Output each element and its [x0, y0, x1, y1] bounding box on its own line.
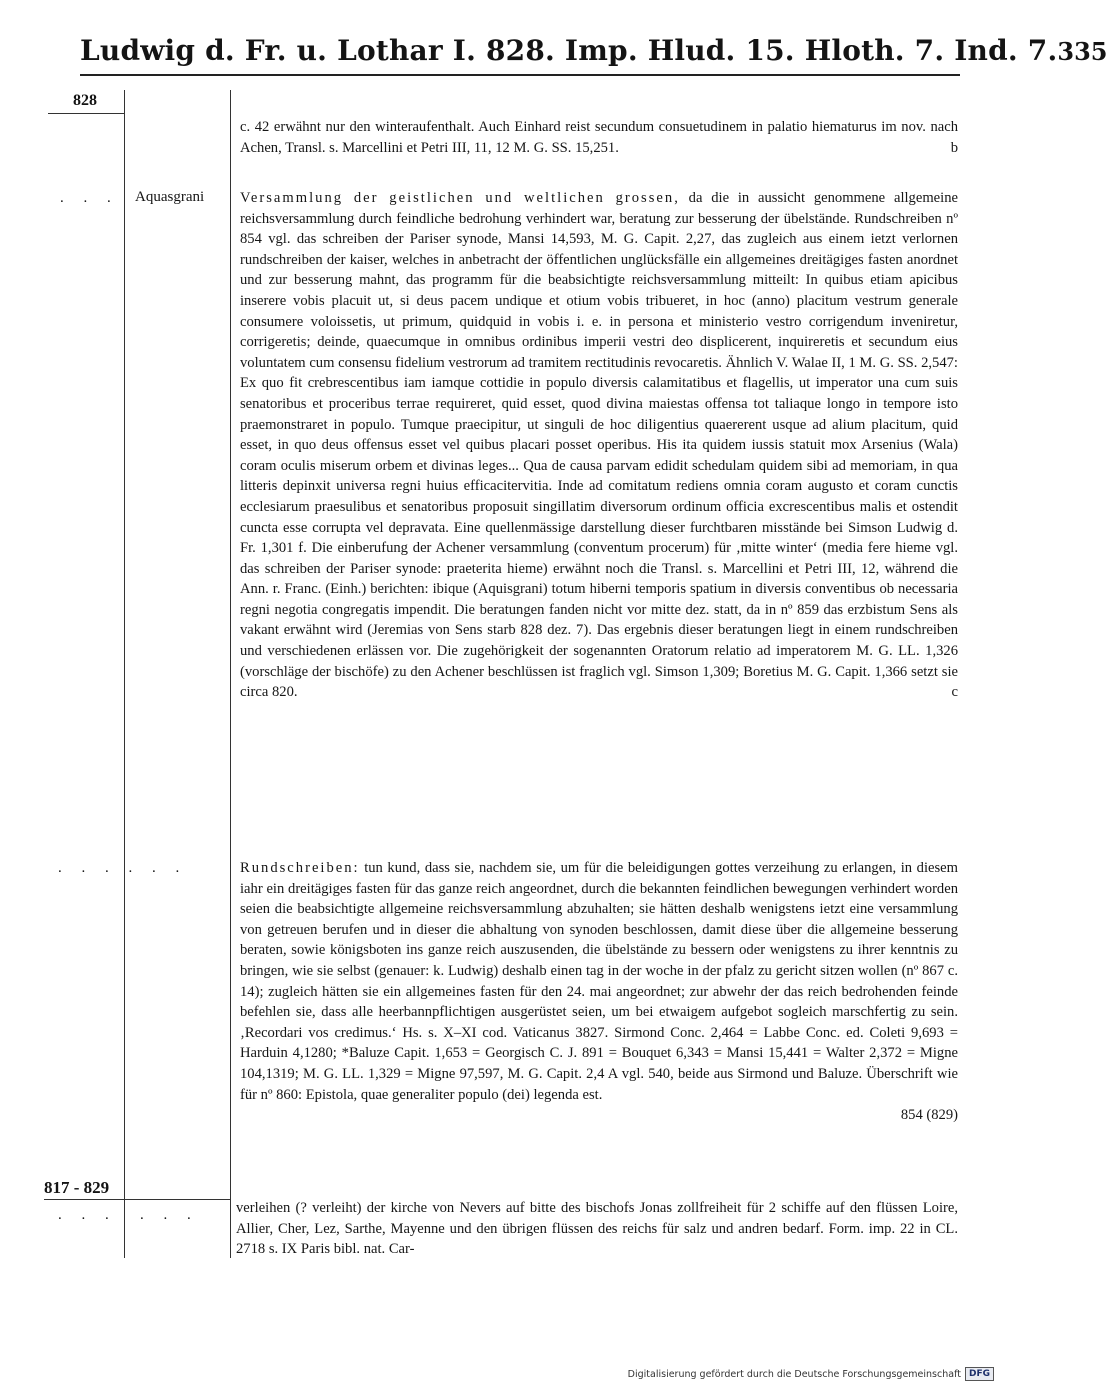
entry-b-mark: b [950, 139, 958, 156]
page-number: 335 [1057, 37, 1108, 66]
dfg-logo: DFG [965, 1367, 994, 1381]
date-dots-nevers-place: . . . [140, 1207, 199, 1223]
column-rule-place [230, 90, 231, 1258]
entry-854-text: tun kund, dass sie, nachdem sie, um für die beleidigungen gottes verzeihung zu erlangen, in diesem iahr ein dreitägiges fasten für das ganze reich angeordnet, durch die bekannten feindlichen bewegungen verhindert worden seien die beabsichtigte allgemeine reichsversammlung abzuhalten; sie hätten deshalb wenigstens ietzt eine versammlung von getreuen berufen und in dieser die abhaltung von synoden beschlossen, damit diese über die allgemeine besserung beraten, sowie königsboten ins ganze reich auszusenden, die übelstände zu bessern oder wenigstens zu ihrer kenntnis zu bringen, wie sie selbst (genauer: k. Ludwig) deshalb einen tag in der woche in der pfalz zu gericht sitzen wollen (nº 867 c. 14); zugleich hätten sie ein allgemeines fasten für den 24. mai angeordnet; zur abwehr der das reich bedrohenden feinde befehlen sie, dass alle heerbannpflichtigen ausgerüstet seien, um bei etwaigem aufgebot sogleich marschfertig zu sein. ‚Recordari vos credimus.‘ Hs. s. X–XI cod. Vaticanus 3827. Sirmond Conc. 2,464 = Labbe Conc. ed. Coleti 9,693 = Harduin 4,1280; *Baluze Capit. 1,653 = Georgisch C. J. 891 = Bouquet 6,343 = Mansi 15,441 = Walter 2,372 = Migne 104,1319; M. G. LL. 1,329 = Migne 97,597, M. G. Capit. 2,4 A vgl. 540, beide aus Sirmond und Baluze. Überschrift wie für nº 860: Epistola, quae generaliter populo (dei) legenda est. [240, 860, 958, 1103]
entry-c-text: da die in aussicht genommene allgemeine reichsversammlung durch feindliche bedrohung verhindert war, beratung zur besserung der übelstände. Rundschreiben nº 854 vgl. das schreiben der Pariser synode, Mansi 14,593, M. G. Capit. 2,27, das zugleich aus einem ietzt verlornen rundschreiben der kaiser, welches in anbetracht der öffentlichen unglücksfälle ein allgemeines dreitägiges fasten anordnet und zur besserung mahnt, das programm für die beabsichtigte reichsversammlung mitteilt: In quibus etiam apicibus inserere vobis placuit ut, si deus pacem undique et otium vobis tribueret, in hoc (anno) placitum vestrum generale consumere voloissetis, ut primum, quidquid in vobis i. e. in persona et ministerio vestro corrigendum inveniretur, corrigeretis; deinde, quaecumque in omnibus ordinibus imperii vestri deo displicerent, inquireretis et secundum eius voluntatem cum consensu fidelium vestrorum ad tramitem rectitudinis revocaretis. Ähnlich V. Walae II, 1 M. G. SS. 2,547: Ex quo fit crebrescentibus iam iamque cottidie in populo diversis calamitatibus et flagellis, ut imperator una cum suis senatoribus et proceribus terrae requireret, quid esset, quod divina maiestas offensa tot taliaque longo in tempore isto praemonstraret in populo. Tumque praecipitur, ut singuli de hoc diligentius quaererent usque ad alium placitum, quid esset, in quo deus offensus esset vel quibus placari posset operibus. His ita quidem iussis statuit mox Arsenius (Wala) coram oculis miserum orbem et divinas leges... Qua de causa parvam edidit schedulam quidem sibi ad memoriam, in qua litteris depinxit universa regni huius efficacitervitia. Inde ad comitatum rediens omnia coram augusto et coram cunctis ecclesiarum praesulibus et senatoribus proposuit singillatim diversorum ordinum officia excrescentibus malis et ostendit cuncta esse corrupta vel depravata. Eine quellenmässige darstellung dieser furchtbaren misstände bei Simson Ludwig d. Fr. 1,301 f. Die einberufung der Achener versammlung (conventum procerum) für ‚mitte winter‘ (media fere hieme vgl. das schreiben der Pariser synode: praeterita hieme) erwähnt noch die Transl. s. Marcellini et Petri III, 12, während die Ann. r. Franc. (Einh.) berichten: ibique (Aquisgrani) totum hiberni temporis spatium in diversis conventibus ob necessaria regni negotia congregatis impendit. Die beratungen fanden nicht vor mitte dez. statt, da in nº 859 das erzbistum Sens als vakant erwähnt wird (Jeremias von Sens starb 828 dez. 7). Das ergebnis dieser beratungen liegt in einem rundschreiben und verschiedenen erlässen vor. Die zugehörigkeit der sogenannten Oratorum relatio ad imperatorem M. G. LL. 1,326 (vorschläge der bischöfe) zu den Achener beschlüssen ist fraglich vgl. Simson 1,309; Boretius M. G. Capit. 1,366 setzt sie circa 820. [240, 190, 958, 701]
year-828: 828 [73, 92, 97, 109]
entry-nevers [236, 1198, 958, 1260]
entry-b-text: c. 42 erwähnt nur den winteraufenthalt. Auch Einhard reist secundum consuetudinem in palatio hiematurus im nov. nach Achen, Transl. s. Marcellini et Petri III, 11, 12 M. G. SS. 15,251. [240, 119, 958, 156]
column-rule-year [124, 90, 125, 1258]
entry-nevers-text: verleihen (? verleiht) der kirche von Nevers auf bitte des bischofs Jonas zollfreiheit für 2 schiffe auf den flüssen Loire, Allier, Cher, Lez, Sarthe, Mayenne und den übrigen flüssen des reichs für salz und andren bedarf. Form. imp. 22 in CL. 2718 s. IX Paris bibl. nat. Car- [236, 1200, 958, 1258]
date-dots-nevers: . . . [58, 1207, 117, 1223]
entry-854 [240, 858, 958, 1126]
entry-854-lead: Rundschreiben: [240, 860, 360, 876]
year-817-829: 817 - 829 [44, 1178, 110, 1197]
entry-c-mark: c [951, 684, 958, 701]
page-header [80, 34, 1108, 76]
year-underline [48, 113, 124, 114]
date-dots-854: . . . . . . [58, 860, 188, 876]
running-title: Ludwig d. Fr. u. Lothar I. 828. Imp. Hlud. 15. Hloth. 7. Ind. 7. [80, 34, 1058, 67]
entry-c-lead: Versammlung der geistlichen und weltlichen grossen, [240, 190, 680, 206]
entry-854-number: 854 (829) [900, 1107, 958, 1124]
year-separator [44, 1199, 230, 1200]
footer-text: Digitalisierung gefördert durch die Deutsche Forschungsgemeinschaft [627, 1368, 961, 1380]
place-aquasgrani: Aquasgrani [135, 189, 205, 205]
date-dots-c: . . . [60, 190, 119, 206]
entry-c [240, 188, 958, 703]
entry-b [240, 117, 958, 158]
footer-credit [628, 1367, 994, 1381]
